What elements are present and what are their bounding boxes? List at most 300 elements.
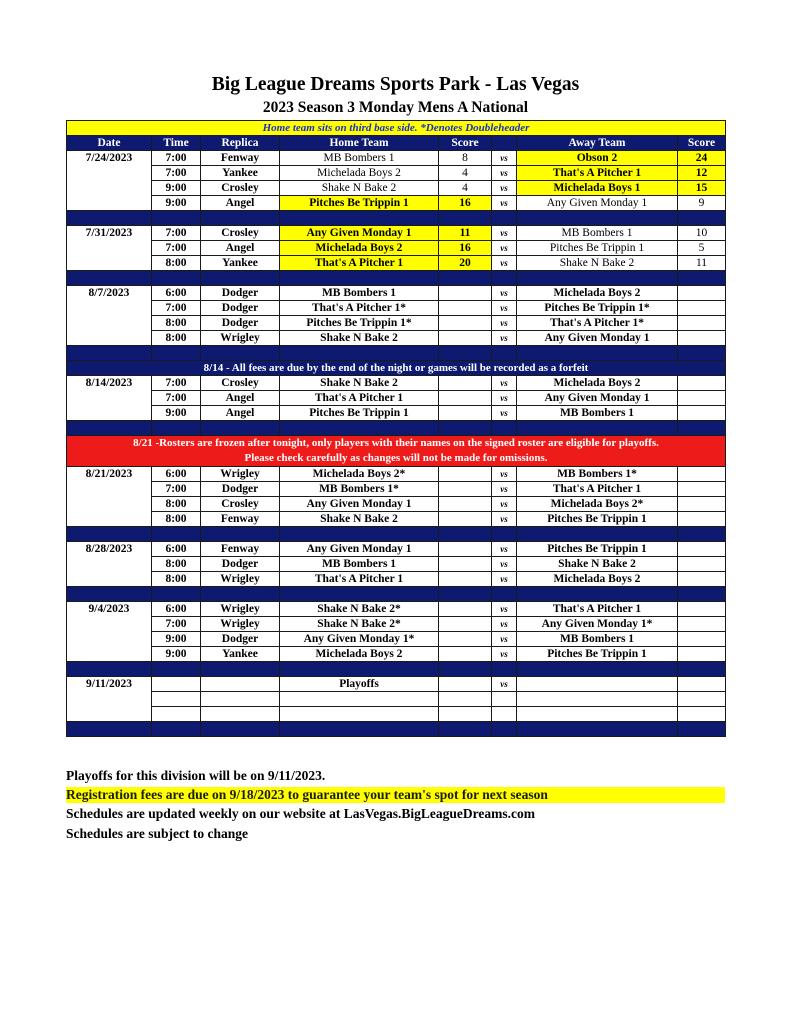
separator-cell bbox=[152, 527, 201, 542]
game-time: 6:00 bbox=[152, 542, 201, 557]
away-team: Pitches Be Trippin 1 bbox=[517, 647, 678, 662]
game-row bbox=[67, 376, 726, 391]
away-team: That's A Pitcher 1 bbox=[517, 602, 678, 617]
versus-label: vs bbox=[492, 602, 517, 617]
separator-cell bbox=[67, 421, 152, 436]
game-field: Yankee bbox=[201, 647, 280, 662]
game-time: 9:00 bbox=[152, 181, 201, 196]
home-score: 4 bbox=[439, 166, 492, 181]
away-team: Obson 2 bbox=[517, 151, 678, 166]
game-date: 9/11/2023 bbox=[67, 677, 152, 692]
separator-cell bbox=[439, 211, 492, 226]
separator-cell bbox=[280, 587, 439, 602]
game-field: Wrigley bbox=[201, 602, 280, 617]
game-field: Angel bbox=[201, 391, 280, 406]
game-time: 8:00 bbox=[152, 557, 201, 572]
game-field: Wrigley bbox=[201, 617, 280, 632]
home-score: 20 bbox=[439, 256, 492, 271]
game-field: Dodger bbox=[201, 482, 280, 497]
home-score bbox=[439, 467, 492, 482]
away-score bbox=[678, 602, 726, 617]
column-header: Score bbox=[439, 136, 492, 151]
away-team: MB Bombers 1 bbox=[517, 226, 678, 241]
game-row bbox=[67, 196, 726, 211]
separator-cell bbox=[678, 271, 726, 286]
game-field: Crosley bbox=[201, 181, 280, 196]
separator-cell bbox=[439, 662, 492, 677]
home-team: Pitches Be Trippin 1* bbox=[280, 316, 439, 331]
separator-cell bbox=[439, 587, 492, 602]
game-date bbox=[67, 572, 152, 587]
separator-cell bbox=[152, 662, 201, 677]
away-score bbox=[678, 467, 726, 482]
separator-cell bbox=[492, 346, 517, 361]
home-score bbox=[439, 286, 492, 301]
separator-cell bbox=[517, 587, 678, 602]
home-team: Pitches Be Trippin 1 bbox=[280, 406, 439, 421]
away-score bbox=[678, 406, 726, 421]
versus-label: vs bbox=[492, 617, 517, 632]
home-team: Michelada Boys 2 bbox=[280, 166, 439, 181]
roster-freeze-row bbox=[67, 436, 726, 467]
game-row bbox=[67, 617, 726, 632]
away-score bbox=[678, 707, 726, 722]
game-field: Crosley bbox=[201, 226, 280, 241]
separator-cell bbox=[152, 421, 201, 436]
home-score: 16 bbox=[439, 196, 492, 211]
game-time: 8:00 bbox=[152, 572, 201, 587]
away-score: 5 bbox=[678, 241, 726, 256]
separator-cell bbox=[201, 346, 280, 361]
versus-label: vs bbox=[492, 376, 517, 391]
separator-cell bbox=[280, 527, 439, 542]
separator-cell bbox=[492, 271, 517, 286]
home-score bbox=[439, 602, 492, 617]
away-team: Shake N Bake 2 bbox=[517, 557, 678, 572]
game-row bbox=[67, 572, 726, 587]
column-header: Score bbox=[678, 136, 726, 151]
schedule-table bbox=[66, 120, 726, 737]
game-row bbox=[67, 632, 726, 647]
home-score bbox=[439, 677, 492, 692]
game-field: Wrigley bbox=[201, 572, 280, 587]
separator-cell bbox=[152, 346, 201, 361]
game-time: 7:00 bbox=[152, 151, 201, 166]
away-team: That's A Pitcher 1 bbox=[517, 482, 678, 497]
game-time: 6:00 bbox=[152, 467, 201, 482]
game-field: Wrigley bbox=[201, 467, 280, 482]
game-time: 9:00 bbox=[152, 632, 201, 647]
away-score bbox=[678, 572, 726, 587]
roster-freeze-notice bbox=[67, 436, 726, 467]
game-time: 7:00 bbox=[152, 376, 201, 391]
game-field: Angel bbox=[201, 241, 280, 256]
game-field: Yankee bbox=[201, 256, 280, 271]
game-time bbox=[152, 677, 201, 692]
home-team bbox=[280, 707, 439, 722]
separator-cell bbox=[439, 271, 492, 286]
away-score bbox=[678, 512, 726, 527]
away-team: Pitches Be Trippin 1* bbox=[517, 301, 678, 316]
home-team: Shake N Bake 2 bbox=[280, 331, 439, 346]
game-field: Fenway bbox=[201, 151, 280, 166]
separator-row bbox=[67, 346, 726, 361]
away-score: 11 bbox=[678, 256, 726, 271]
game-time: 8:00 bbox=[152, 512, 201, 527]
versus-label: vs bbox=[492, 226, 517, 241]
game-row bbox=[67, 602, 726, 617]
column-header: Home Team bbox=[280, 136, 439, 151]
game-date bbox=[67, 181, 152, 196]
away-team: Any Given Monday 1 bbox=[517, 196, 678, 211]
game-time: 8:00 bbox=[152, 331, 201, 346]
game-date bbox=[67, 497, 152, 512]
separator-cell bbox=[67, 722, 152, 737]
away-score bbox=[678, 376, 726, 391]
home-score bbox=[439, 376, 492, 391]
away-team: Pitches Be Trippin 1 bbox=[517, 542, 678, 557]
separator-cell bbox=[492, 211, 517, 226]
home-score bbox=[439, 557, 492, 572]
away-team: Michelada Boys 2 bbox=[517, 572, 678, 587]
home-team: Any Given Monday 1* bbox=[280, 632, 439, 647]
away-team: Any Given Monday 1 bbox=[517, 391, 678, 406]
separator-cell bbox=[517, 421, 678, 436]
away-team: Michelada Boys 1 bbox=[517, 181, 678, 196]
game-row bbox=[67, 406, 726, 421]
game-date bbox=[67, 316, 152, 331]
game-field: Yankee bbox=[201, 166, 280, 181]
game-date bbox=[67, 196, 152, 211]
away-score bbox=[678, 647, 726, 662]
game-field: Dodger bbox=[201, 301, 280, 316]
separator-cell bbox=[678, 587, 726, 602]
separator-cell bbox=[201, 271, 280, 286]
separator-cell bbox=[439, 527, 492, 542]
game-time: 7:00 bbox=[152, 617, 201, 632]
separator-cell bbox=[280, 211, 439, 226]
column-header bbox=[492, 136, 517, 151]
game-date bbox=[67, 406, 152, 421]
game-time: 9:00 bbox=[152, 647, 201, 662]
game-row bbox=[67, 256, 726, 271]
away-score bbox=[678, 617, 726, 632]
game-field: Crosley bbox=[201, 497, 280, 512]
away-score bbox=[678, 497, 726, 512]
home-score bbox=[439, 647, 492, 662]
separator-cell bbox=[280, 271, 439, 286]
away-team: MB Bombers 1 bbox=[517, 406, 678, 421]
game-date bbox=[67, 331, 152, 346]
game-time: 7:00 bbox=[152, 226, 201, 241]
game-date: 9/4/2023 bbox=[67, 602, 152, 617]
versus-label: vs bbox=[492, 406, 517, 421]
versus-label: vs bbox=[492, 301, 517, 316]
separator-cell bbox=[492, 587, 517, 602]
away-score bbox=[678, 632, 726, 647]
versus-label: vs bbox=[492, 632, 517, 647]
home-team: Michelada Boys 2* bbox=[280, 467, 439, 482]
game-field: Angel bbox=[201, 196, 280, 211]
separator-cell bbox=[492, 421, 517, 436]
game-field bbox=[201, 692, 280, 707]
game-date bbox=[67, 647, 152, 662]
game-row bbox=[67, 181, 726, 196]
game-field: Fenway bbox=[201, 542, 280, 557]
home-team: Shake N Bake 2* bbox=[280, 602, 439, 617]
home-team: That's A Pitcher 1* bbox=[280, 301, 439, 316]
home-score bbox=[439, 316, 492, 331]
banner-row bbox=[67, 121, 726, 136]
home-team bbox=[280, 692, 439, 707]
game-row bbox=[67, 226, 726, 241]
separator-cell bbox=[439, 722, 492, 737]
game-row bbox=[67, 286, 726, 301]
separator-cell bbox=[439, 421, 492, 436]
separator-cell bbox=[152, 722, 201, 737]
game-field: Fenway bbox=[201, 512, 280, 527]
home-score bbox=[439, 542, 492, 557]
separator-cell bbox=[67, 587, 152, 602]
game-row bbox=[67, 467, 726, 482]
separator-cell bbox=[517, 271, 678, 286]
separator-cell bbox=[678, 211, 726, 226]
separator-cell bbox=[201, 421, 280, 436]
separator-cell bbox=[439, 346, 492, 361]
game-date bbox=[67, 256, 152, 271]
game-row bbox=[67, 692, 726, 707]
home-score bbox=[439, 632, 492, 647]
separator-cell bbox=[152, 271, 201, 286]
away-team: That's A Pitcher 1* bbox=[517, 316, 678, 331]
versus-label: vs bbox=[492, 647, 517, 662]
game-field: Dodger bbox=[201, 557, 280, 572]
away-team: That's A Pitcher 1 bbox=[517, 166, 678, 181]
home-team: Shake N Bake 2 bbox=[280, 181, 439, 196]
versus-label: vs bbox=[492, 391, 517, 406]
home-team: MB Bombers 1 bbox=[280, 286, 439, 301]
away-score bbox=[678, 557, 726, 572]
away-score bbox=[678, 316, 726, 331]
versus-label: vs bbox=[492, 572, 517, 587]
game-time: 8:00 bbox=[152, 497, 201, 512]
away-team: Any Given Monday 1* bbox=[517, 617, 678, 632]
separator-cell bbox=[67, 662, 152, 677]
column-header: Away Team bbox=[517, 136, 678, 151]
game-time bbox=[152, 692, 201, 707]
away-team: Michelada Boys 2* bbox=[517, 497, 678, 512]
game-row bbox=[67, 391, 726, 406]
game-date bbox=[67, 557, 152, 572]
game-time: 9:00 bbox=[152, 406, 201, 421]
home-team: Shake N Bake 2 bbox=[280, 376, 439, 391]
separator-cell bbox=[678, 346, 726, 361]
home-team: That's A Pitcher 1 bbox=[280, 572, 439, 587]
column-header: Time bbox=[152, 136, 201, 151]
separator-cell bbox=[492, 662, 517, 677]
game-time bbox=[152, 707, 201, 722]
game-time: 6:00 bbox=[152, 286, 201, 301]
footer-playoffs-note: Playoffs for this division will be on 9/11/2023. bbox=[66, 768, 326, 783]
game-date: 8/14/2023 bbox=[67, 376, 152, 391]
game-field bbox=[201, 677, 280, 692]
separator-cell bbox=[280, 722, 439, 737]
column-header: Date bbox=[67, 136, 152, 151]
versus-label bbox=[492, 707, 517, 722]
game-row bbox=[67, 557, 726, 572]
separator-cell bbox=[201, 587, 280, 602]
game-date: 7/31/2023 bbox=[67, 226, 152, 241]
game-field: Dodger bbox=[201, 632, 280, 647]
versus-label: vs bbox=[492, 512, 517, 527]
home-score bbox=[439, 512, 492, 527]
away-team bbox=[517, 692, 678, 707]
versus-label: vs bbox=[492, 542, 517, 557]
away-team: Pitches Be Trippin 1 bbox=[517, 241, 678, 256]
game-field: Angel bbox=[201, 406, 280, 421]
home-score bbox=[439, 331, 492, 346]
game-row bbox=[67, 497, 726, 512]
game-date: 8/28/2023 bbox=[67, 542, 152, 557]
away-team bbox=[517, 707, 678, 722]
game-date bbox=[67, 617, 152, 632]
game-time: 7:00 bbox=[152, 241, 201, 256]
game-date bbox=[67, 482, 152, 497]
footer-change-note: Schedules are subject to change bbox=[66, 826, 248, 841]
separator-cell bbox=[280, 346, 439, 361]
game-date bbox=[67, 632, 152, 647]
game-date bbox=[67, 707, 152, 722]
home-score: 11 bbox=[439, 226, 492, 241]
game-row bbox=[67, 647, 726, 662]
versus-label: vs bbox=[492, 482, 517, 497]
separator-row bbox=[67, 211, 726, 226]
versus-label: vs bbox=[492, 166, 517, 181]
versus-label: vs bbox=[492, 557, 517, 572]
away-team: Pitches Be Trippin 1 bbox=[517, 512, 678, 527]
separator-cell bbox=[152, 211, 201, 226]
page-title: Big League Dreams Sports Park - Las Vegas bbox=[211, 74, 580, 95]
home-team: Any Given Monday 1 bbox=[280, 542, 439, 557]
separator-row bbox=[67, 421, 726, 436]
notice-row bbox=[67, 361, 726, 376]
game-time: 7:00 bbox=[152, 166, 201, 181]
separator-cell bbox=[201, 662, 280, 677]
home-score bbox=[439, 692, 492, 707]
game-date: 8/7/2023 bbox=[67, 286, 152, 301]
game-time: 7:00 bbox=[152, 301, 201, 316]
game-row bbox=[67, 166, 726, 181]
versus-label: vs bbox=[492, 331, 517, 346]
separator-cell bbox=[492, 722, 517, 737]
footer-registration-note: Registration fees are due on 9/18/2023 to guarantee your team's spot for next season bbox=[66, 787, 725, 803]
away-team: Michelada Boys 2 bbox=[517, 286, 678, 301]
game-field: Wrigley bbox=[201, 331, 280, 346]
game-time: 9:00 bbox=[152, 196, 201, 211]
game-row bbox=[67, 241, 726, 256]
home-team: Playoffs bbox=[280, 677, 439, 692]
roster-freeze-line: 8/21 -Rosters are frozen after tonight, only players with their names on the signed roster are eligible for playoffs. bbox=[133, 437, 659, 449]
separator-cell bbox=[201, 211, 280, 226]
versus-label: vs bbox=[492, 497, 517, 512]
away-team: Any Given Monday 1 bbox=[517, 331, 678, 346]
home-score bbox=[439, 497, 492, 512]
separator-row bbox=[67, 662, 726, 677]
game-time: 8:00 bbox=[152, 256, 201, 271]
game-time: 7:00 bbox=[152, 482, 201, 497]
away-team bbox=[517, 677, 678, 692]
home-team: Michelada Boys 2 bbox=[280, 241, 439, 256]
home-score: 4 bbox=[439, 181, 492, 196]
away-team: MB Bombers 1* bbox=[517, 467, 678, 482]
away-score bbox=[678, 391, 726, 406]
separator-cell bbox=[517, 211, 678, 226]
game-date bbox=[67, 241, 152, 256]
game-date bbox=[67, 391, 152, 406]
separator-row bbox=[67, 587, 726, 602]
separator-row bbox=[67, 527, 726, 542]
away-score bbox=[678, 542, 726, 557]
separator-cell bbox=[517, 722, 678, 737]
home-score bbox=[439, 707, 492, 722]
home-score bbox=[439, 301, 492, 316]
game-time: 8:00 bbox=[152, 316, 201, 331]
separator-cell bbox=[67, 346, 152, 361]
away-score bbox=[678, 331, 726, 346]
home-team: Any Given Monday 1 bbox=[280, 497, 439, 512]
away-team: Shake N Bake 2 bbox=[517, 256, 678, 271]
page-subtitle: 2023 Season 3 Monday Mens A National bbox=[262, 99, 529, 116]
away-team: MB Bombers 1 bbox=[517, 632, 678, 647]
away-score bbox=[678, 692, 726, 707]
away-score: 12 bbox=[678, 166, 726, 181]
home-team: Pitches Be Trippin 1 bbox=[280, 196, 439, 211]
separator-row bbox=[67, 271, 726, 286]
game-time: 6:00 bbox=[152, 602, 201, 617]
home-team: MB Bombers 1* bbox=[280, 482, 439, 497]
versus-label: vs bbox=[492, 181, 517, 196]
game-row bbox=[67, 301, 726, 316]
away-score: 15 bbox=[678, 181, 726, 196]
versus-label: vs bbox=[492, 196, 517, 211]
away-score: 10 bbox=[678, 226, 726, 241]
home-score bbox=[439, 391, 492, 406]
game-field: Dodger bbox=[201, 286, 280, 301]
separator-cell bbox=[678, 662, 726, 677]
notice-text: 8/14 - All fees are due by the end of the night or games will be recorded as a forfeit bbox=[67, 361, 726, 376]
away-score bbox=[678, 286, 726, 301]
versus-label: vs bbox=[492, 677, 517, 692]
separator-cell bbox=[67, 211, 152, 226]
away-score: 9 bbox=[678, 196, 726, 211]
game-date: 7/24/2023 bbox=[67, 151, 152, 166]
game-field bbox=[201, 707, 280, 722]
footer-website-note: Schedules are updated weekly on our website at LasVegas.BigLeagueDreams.com bbox=[66, 806, 536, 821]
separator-cell bbox=[201, 527, 280, 542]
game-row bbox=[67, 151, 726, 166]
separator-cell bbox=[201, 722, 280, 737]
home-score bbox=[439, 572, 492, 587]
separator-cell bbox=[678, 421, 726, 436]
game-row bbox=[67, 707, 726, 722]
home-team: That's A Pitcher 1 bbox=[280, 256, 439, 271]
home-team: Shake N Bake 2 bbox=[280, 512, 439, 527]
away-score bbox=[678, 301, 726, 316]
away-score bbox=[678, 482, 726, 497]
home-team: Michelada Boys 2 bbox=[280, 647, 439, 662]
versus-label: vs bbox=[492, 151, 517, 166]
separator-cell bbox=[678, 527, 726, 542]
